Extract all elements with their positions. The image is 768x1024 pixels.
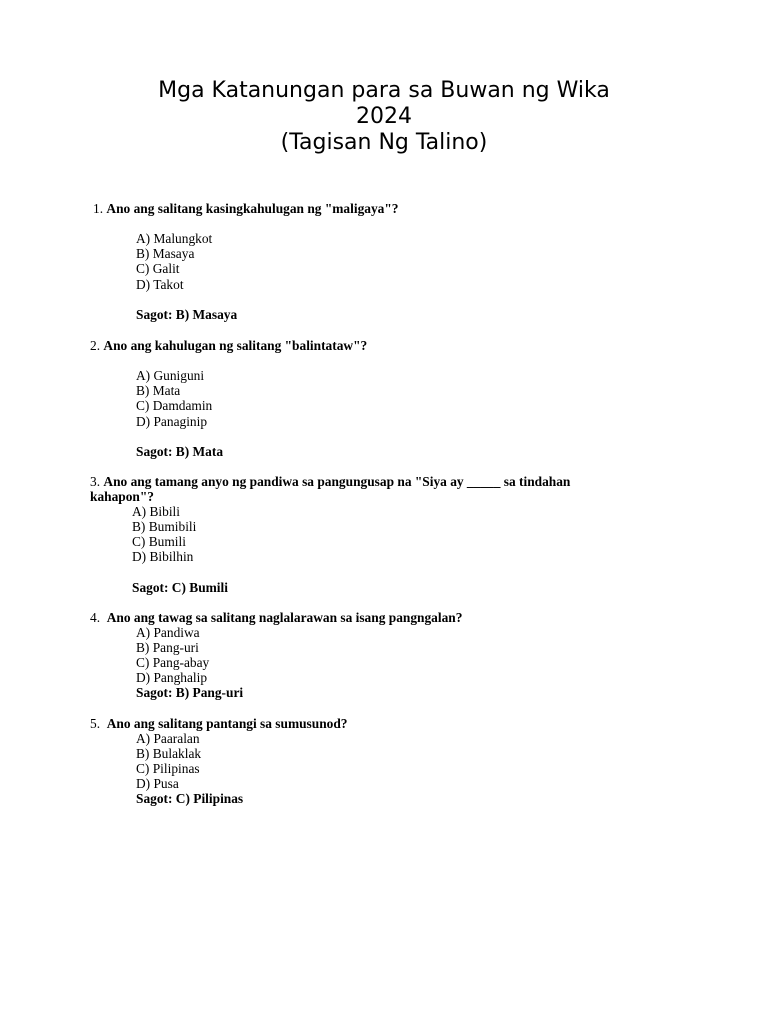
choice-1d: D) Takot <box>136 277 184 292</box>
question-number: 3. <box>90 474 101 489</box>
choice-4d: D) Panghalip <box>136 670 208 685</box>
title-line-3: (Tagisan Ng Talino) <box>280 130 488 155</box>
choice-3b: B) Bumibili <box>132 519 197 534</box>
question-text: Ano ang tawag sa salitang naglalarawan sa isang pangngalan? <box>106 610 463 625</box>
question-3 <box>90 474 570 489</box>
question-number: 5. <box>90 716 101 731</box>
question-number: 1. <box>93 201 104 216</box>
choice-5c: C) Pilipinas <box>136 761 200 776</box>
question-text: Ano ang tamang anyo ng pandiwa sa pangungusap na "Siya ay _____ sa tindahan <box>103 474 571 489</box>
answer-2: Sagot: B) Mata <box>136 444 224 459</box>
answer-5: Sagot: C) Pilipinas <box>136 791 244 806</box>
choice-3d: D) Bibilhin <box>132 549 194 564</box>
choice-5a: A) Paaralan <box>136 731 200 746</box>
choice-5d: D) Pusa <box>136 776 179 791</box>
answer-3: Sagot: C) Bumili <box>132 580 228 595</box>
choice-1c: C) Galit <box>136 261 180 276</box>
choice-3c: C) Bumili <box>132 534 186 549</box>
question-text: Ano ang kahulugan ng salitang "balintataw"? <box>103 338 368 353</box>
question-2 <box>90 338 367 353</box>
choice-1b: B) Masaya <box>136 246 195 261</box>
document-title <box>0 78 768 156</box>
question-4 <box>90 610 462 625</box>
title-line-2: 2024 <box>356 104 412 129</box>
choice-2d: D) Panaginip <box>136 414 208 429</box>
choice-4c: C) Pang-abay <box>136 655 210 670</box>
title-line-1: Mga Katanungan para sa Buwan ng Wika <box>158 78 610 103</box>
question-3-continued: kahapon"? <box>90 489 155 504</box>
question-1 <box>93 201 398 216</box>
choice-2b: B) Mata <box>136 383 181 398</box>
choice-4a: A) Pandiwa <box>136 625 200 640</box>
choice-3a: A) Bibili <box>132 504 180 519</box>
answer-4: Sagot: B) Pang-uri <box>136 685 244 700</box>
question-5 <box>90 716 348 731</box>
question-number: 4. <box>90 610 101 625</box>
choice-5b: B) Bulaklak <box>136 746 202 761</box>
question-number: 2. <box>90 338 101 353</box>
answer-1: Sagot: B) Masaya <box>136 307 238 322</box>
choice-2a: A) Guniguni <box>136 368 205 383</box>
choice-2c: C) Damdamin <box>136 398 213 413</box>
choice-4b: B) Pang-uri <box>136 640 199 655</box>
question-text: Ano ang salitang pantangi sa sumusunod? <box>106 716 348 731</box>
choice-1a: A) Malungkot <box>136 231 213 246</box>
question-text: Ano ang salitang kasingkahulugan ng "maligaya"? <box>106 201 399 216</box>
